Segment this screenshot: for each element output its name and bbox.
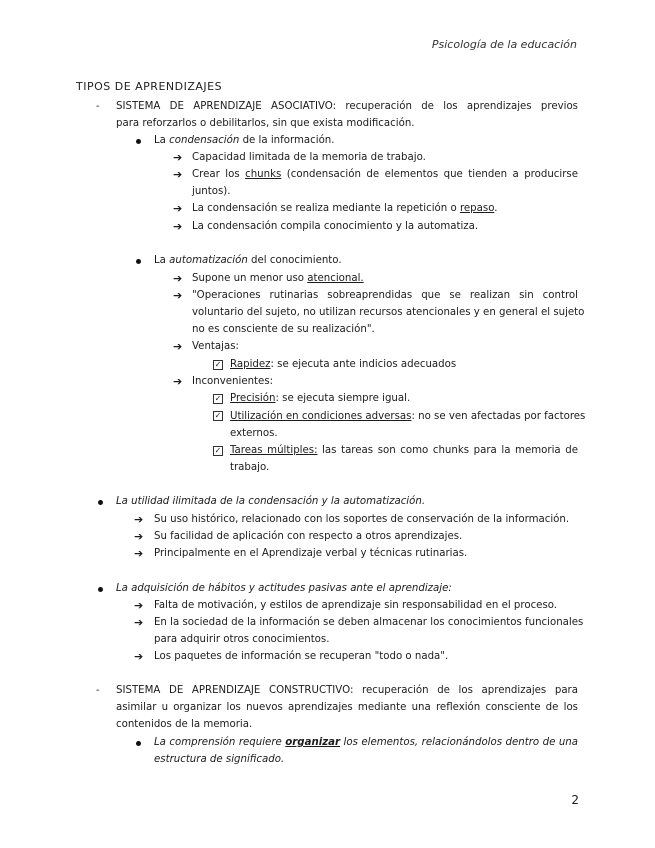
quote-line: "Operaciones rutinarias sobreaprendidas que se realizan sin control <box>192 290 578 301</box>
arrow-icon: ➔ <box>134 616 144 629</box>
disadvantage-item: Precisión: se ejecuta siempre igual. <box>230 393 411 404</box>
arrow-icon: ➔ <box>134 513 144 526</box>
arrow-icon: ➔ <box>173 375 183 388</box>
disadvantage-item: Utilización en condiciones adversas: no se ven afectadas por factores <box>230 411 586 422</box>
associative-heading: SISTEMA DE APRENDIZAJE ASOCIATIVO: recuperación de los aprendizajes previos <box>116 101 578 112</box>
list-item: Capacidad limitada de la memoria de trabajo. <box>192 152 426 163</box>
running-header: Psicología de la educación <box>431 38 577 51</box>
arrow-icon: ➔ <box>173 272 183 285</box>
list-item: Crear los chunks (condensación de elementos que tienden a producirse <box>192 169 578 180</box>
disadvantage-item-cont: trabajo. <box>230 462 270 473</box>
disadvantage-item: Tareas múltiples: las tareas son como chunks para la memoria de <box>230 445 578 456</box>
automation-bullet: La automatización del conocimiento. <box>154 255 342 266</box>
list-item: Los paquetes de información se recuperan "todo o nada". <box>154 651 449 662</box>
constructive-desc: contenidos de la memoria. <box>116 719 253 730</box>
constructive-desc: asimilar u organizar los nuevos aprendizajes mediante una reflexión consciente de los <box>116 702 578 713</box>
arrow-icon: ➔ <box>134 547 144 560</box>
page-number: 2 <box>571 793 579 807</box>
bullet-icon <box>98 587 103 592</box>
arrow-icon: ➔ <box>173 151 183 164</box>
constructive-bullet-cont: estructura de significado. <box>154 754 285 765</box>
constructive-heading: SISTEMA DE APRENDIZAJE CONSTRUCTIVO: recuperación de los aprendizajes para <box>116 685 578 696</box>
arrow-icon: ➔ <box>173 289 183 302</box>
disadvantage-item-cont: externos. <box>230 428 278 439</box>
condensation-bullet: La condensación de la información. <box>154 135 335 146</box>
bullet-icon <box>136 139 141 144</box>
quote-line: no es consciente de su realización". <box>192 324 375 335</box>
arrow-icon: ➔ <box>173 168 183 181</box>
section-title: TIPOS DE APRENDIZAJES <box>76 80 223 93</box>
advantages-label: Ventajas: <box>192 341 239 352</box>
disadvantages-label: Inconvenientes: <box>192 376 274 387</box>
arrow-icon: ➔ <box>173 340 183 353</box>
habits-heading: La adquisición de hábitos y actitudes pasivas ante el aprendizaje: <box>116 583 452 594</box>
checkbox-icon: ✓ <box>214 394 222 403</box>
checkbox-icon: ✓ <box>214 446 222 455</box>
list-item: Falta de motivación, y estilos de aprendizaje sin responsabilidad en el proceso. <box>154 600 558 611</box>
list-item: Principalmente en el Aprendizaje verbal y técnicas rutinarias. <box>154 548 468 559</box>
list-item-cont: juntos). <box>192 186 231 197</box>
advantage-item: Rapidez: se ejecuta ante indicios adecuados <box>230 359 457 370</box>
arrow-icon: ➔ <box>134 650 144 663</box>
list-item: En la sociedad de la información se deben almacenar los conocimientos funcionales <box>154 617 584 628</box>
list-item: La condensación se realiza mediante la repetición o repaso. <box>192 203 498 214</box>
constructive-bullet: La comprensión requiere organizar los elementos, relacionándolos dentro de una <box>154 737 578 748</box>
checkbox-icon: ✓ <box>214 360 222 369</box>
arrow-icon: ➔ <box>134 599 144 612</box>
list-item: La condensación compila conocimiento y la automatiza. <box>192 221 479 232</box>
checkbox-icon: ✓ <box>214 411 222 420</box>
arrow-icon: ➔ <box>134 530 144 543</box>
list-item: Su facilidad de aplicación con respecto a otros aprendizajes. <box>154 531 463 542</box>
dash-marker: - <box>96 685 100 696</box>
list-item: Su uso histórico, relacionado con los soportes de conservación de la información. <box>154 514 570 525</box>
arrow-icon: ➔ <box>173 202 183 215</box>
arrow-icon: ➔ <box>173 220 183 233</box>
bullet-icon <box>136 259 141 264</box>
list-item: Supone un menor uso atencional. <box>192 273 364 284</box>
utility-heading: La utilidad ilimitada de la condensación y la automatización. <box>116 496 426 507</box>
associative-desc: para reforzarlos o debilitarlos, sin que exista modificación. <box>116 118 415 129</box>
list-item-cont: para adquirir otros conocimientos. <box>154 634 330 645</box>
bullet-icon <box>98 500 103 505</box>
quote-line: voluntario del sujeto, no utilizan recursos atencionales y en general el sujeto <box>192 307 585 318</box>
bullet-icon <box>136 741 141 746</box>
dash-marker: - <box>96 101 100 112</box>
